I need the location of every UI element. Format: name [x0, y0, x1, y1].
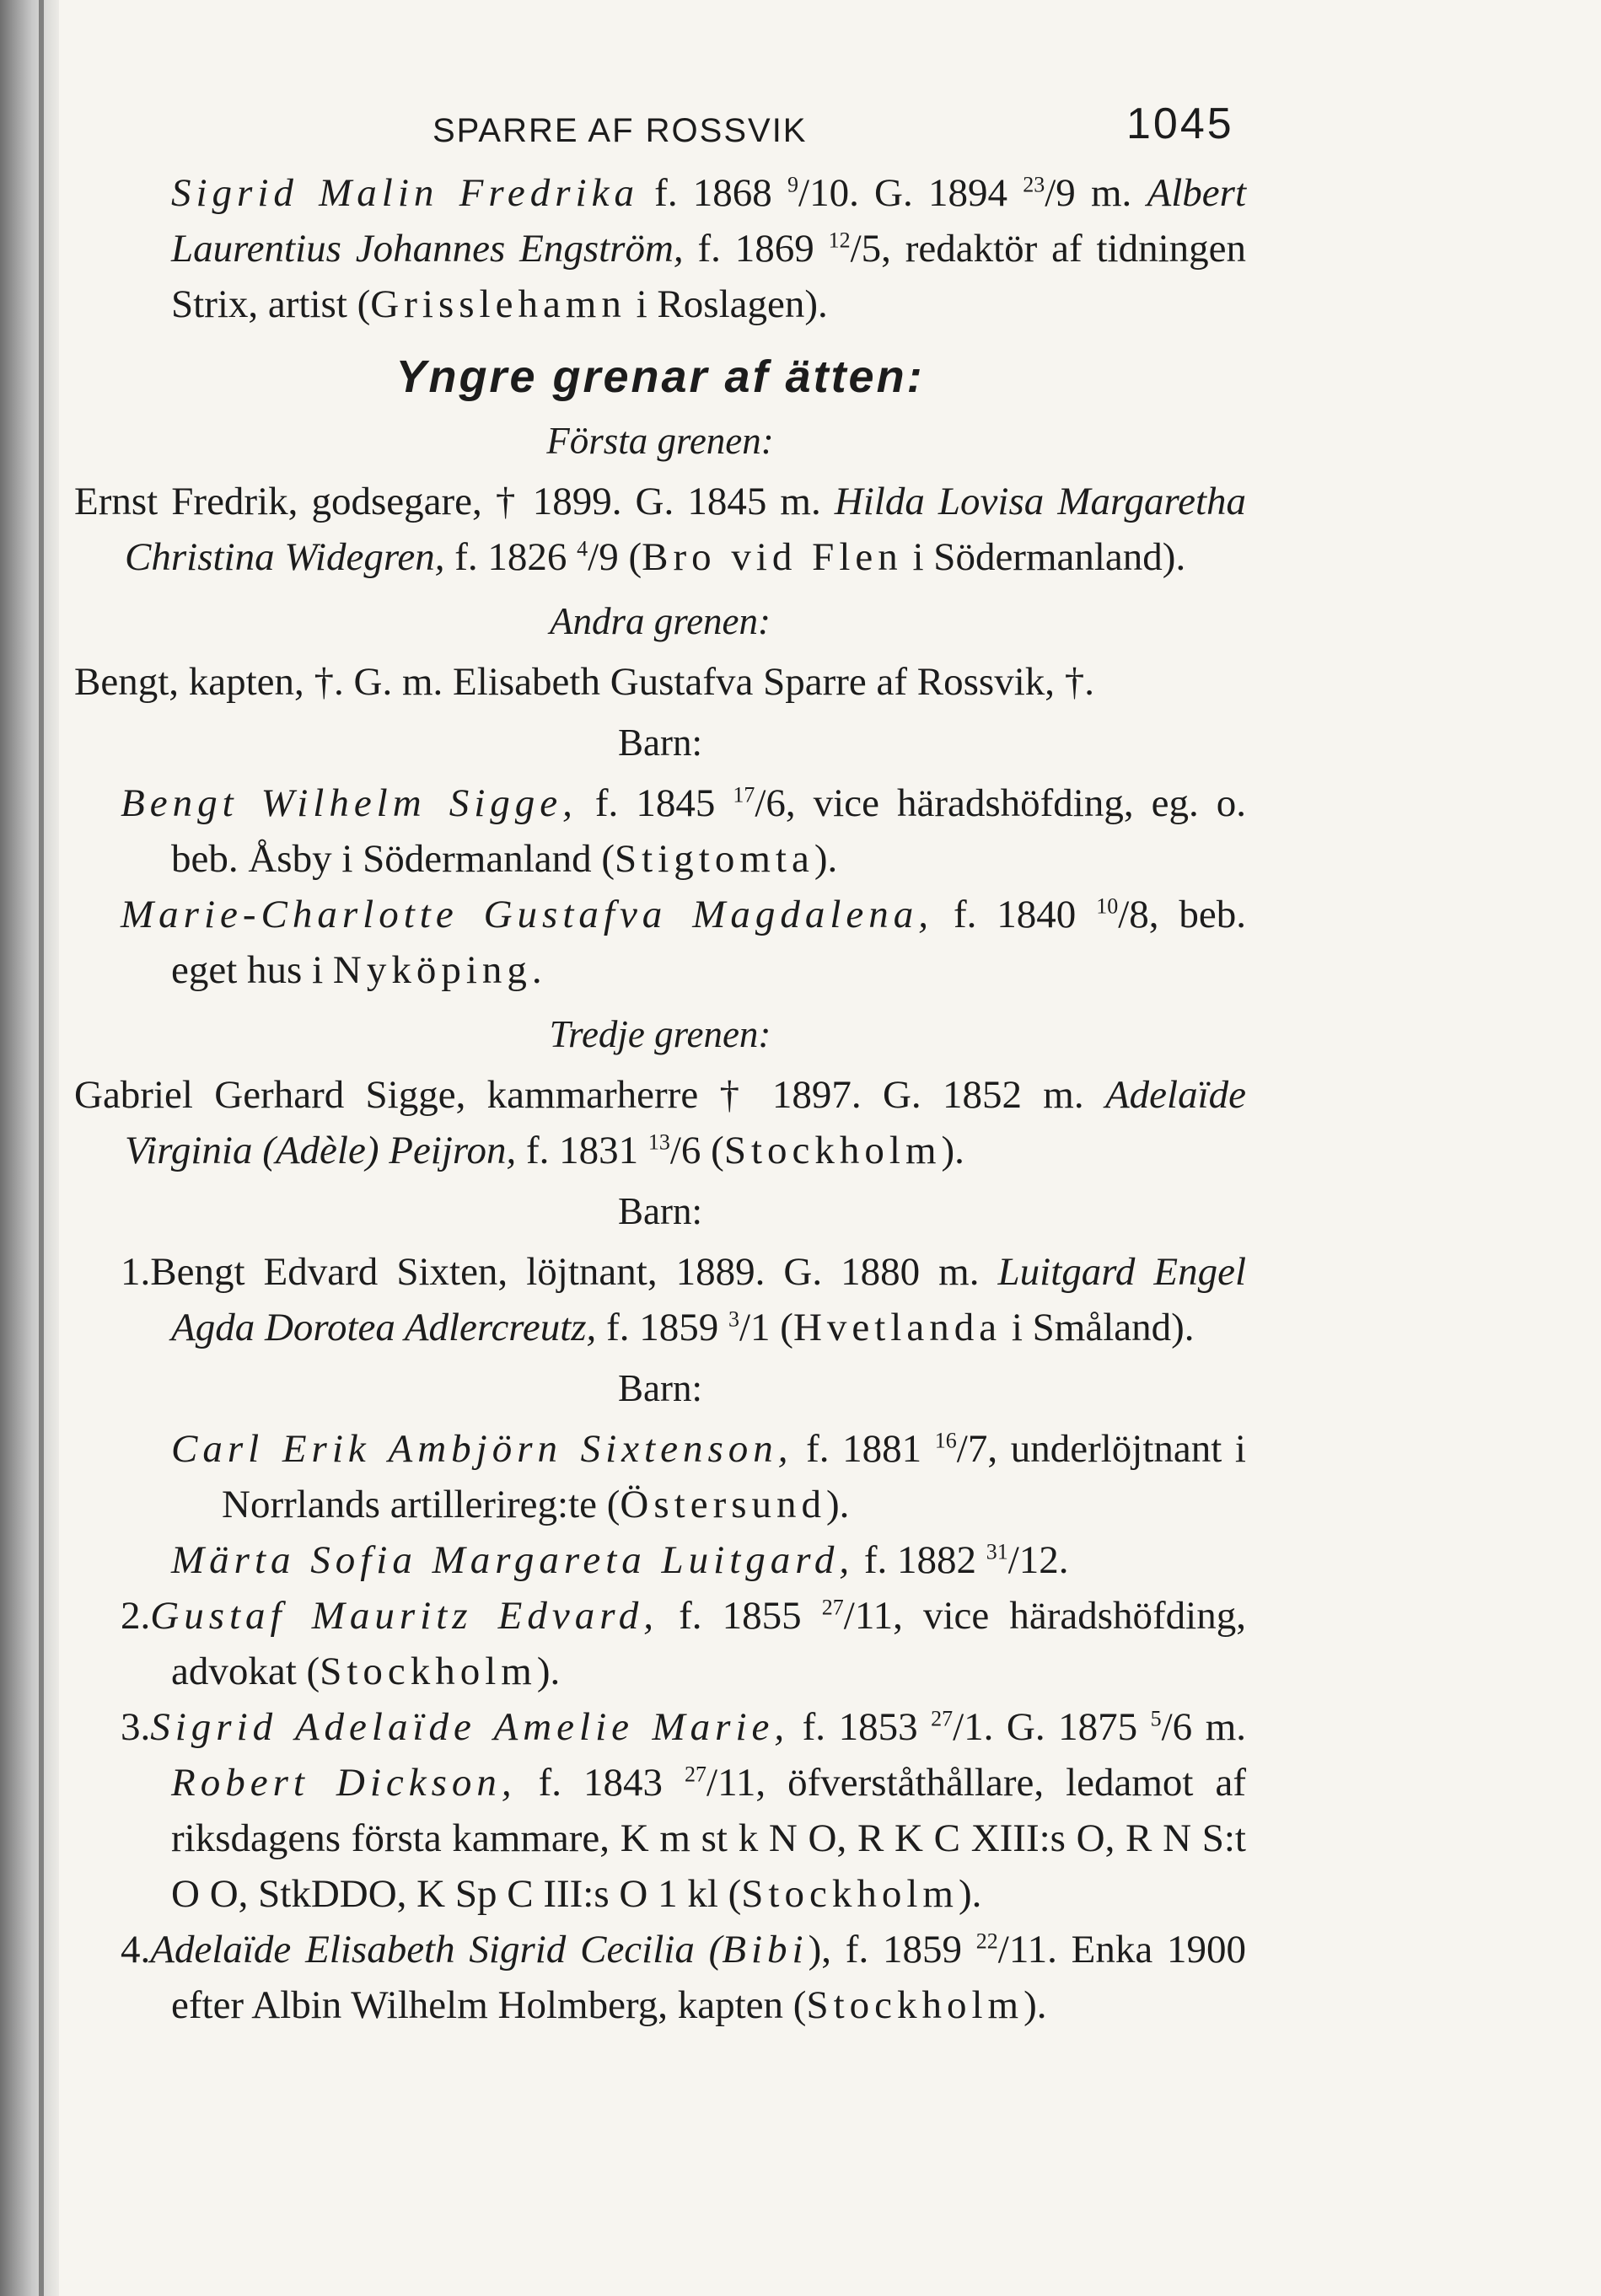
branch-label-forsta: Första grenen: — [546, 420, 774, 462]
place-name: Stigtomta — [615, 837, 814, 881]
entry-text: i Småland). — [1002, 1306, 1195, 1349]
entry-text: kammarherre † 1897. G. 1852 m. — [465, 1073, 1105, 1117]
spouse-name: Robert Dickson, — [171, 1761, 517, 1805]
entry-text: i Roslagen). — [626, 282, 828, 326]
list-number: 4. — [121, 1928, 151, 1971]
entry-text: /9 ( — [588, 535, 642, 579]
entry-text: /9 — [1045, 171, 1076, 215]
person-name: Gabriel Gerhard Sigge, — [74, 1073, 466, 1117]
spouse-name: Albert Laurentius Johannes Engström, — [171, 171, 1247, 271]
entry-text: f. 1843 — [516, 1761, 685, 1805]
entry-text: f. 1881 — [792, 1427, 935, 1471]
entry-bengt: Bengt, kapten, †. G. m. Elisabeth Gustafva Sparre af Rossvik, †. — [74, 660, 1095, 704]
entry-text: /1. G. 1875 — [953, 1705, 1151, 1749]
entry-text: /11, vice häradshöfding, advokat ( — [171, 1594, 1246, 1693]
entry-text: /10. G. 1894 — [798, 171, 1023, 215]
list-number: 1. — [121, 1250, 151, 1294]
person-name: Carl Erik Ambjörn Sixtenson, — [171, 1427, 793, 1471]
list-number: 3. — [121, 1705, 151, 1749]
person-name: Märta Sofia Margareta Luitgard, — [171, 1538, 855, 1582]
entry-child-4 — [74, 1922, 1246, 2033]
book-spine-shadow — [0, 0, 59, 2296]
spouse-name: Luitgard Engel Agda Dorotea Adlercreutz, — [171, 1250, 1247, 1349]
date-superscript: 16 — [934, 1428, 957, 1453]
entry-text: f. 1840 — [933, 893, 1097, 936]
grandchildren-label: Barn: — [618, 1367, 702, 1409]
nickname: Bibi — [722, 1928, 809, 1971]
entry-text: /1 ( — [739, 1306, 793, 1349]
page-content — [74, 93, 1246, 2033]
entry-text: /7, underlöjtnant i Norrlands artillerireg:te ( — [222, 1427, 1246, 1526]
entry-text: f. 1853 — [789, 1705, 932, 1749]
place-name: Östersund — [620, 1483, 827, 1526]
date-superscript: 27 — [685, 1762, 707, 1787]
entry-text: f. 1855 — [658, 1594, 822, 1638]
date-superscript: 13 — [647, 1129, 670, 1155]
entry-ernst — [74, 474, 1246, 585]
entry-text: ). — [826, 1483, 850, 1526]
entry-text: f. 1831 — [516, 1129, 648, 1172]
entry-child-3 — [74, 1699, 1246, 1922]
date-superscript: 9 — [787, 172, 799, 197]
entry-text: ). — [814, 837, 838, 881]
entry-text: /12. — [1007, 1538, 1069, 1582]
place-name: Hvetlanda — [792, 1306, 1002, 1349]
date-superscript: 27 — [821, 1595, 844, 1620]
spouse-name: Adelaïde Virginia (Adèle) Peijron, — [125, 1073, 1246, 1172]
entry-child-2 — [74, 1588, 1246, 1699]
page-number: 1045 — [1126, 99, 1234, 148]
place-name: Stockholm — [723, 1129, 942, 1172]
entry-text: /11. Enka 1900 efter Albin Wilhelm Holmberg, kapten ( — [171, 1928, 1246, 2027]
entry-text: /11, öfverståthållare, ledamot af riksdagens första kammare, K m st k N O, R K C XIII:s O, R N S:t O O, StkDDO, K Sp C III:s O 1 kl ( — [171, 1761, 1246, 1916]
date-superscript: 5 — [1150, 1706, 1162, 1731]
entry-text: /8, beb. eget hus i — [171, 893, 1247, 992]
person-name: Ernst Fredrik, — [74, 480, 298, 523]
date-superscript: 10 — [1096, 893, 1119, 919]
person-name: Marie-Charlotte Gustafva Magdalena, — [121, 893, 934, 936]
entry-bengt-wilhelm — [74, 775, 1246, 887]
entry-text: f. 1869 — [683, 227, 814, 271]
entry-text: f. 1882 — [854, 1538, 986, 1582]
section-heading: Yngre grenar af ätten: — [395, 351, 925, 402]
entry-grandchild-marta — [74, 1532, 1246, 1588]
entry-gabriel — [74, 1067, 1246, 1178]
person-name: Sigrid Malin Fredrika — [171, 171, 639, 215]
book-gutter-line — [39, 0, 44, 2296]
entry-text: /6 ( — [669, 1129, 724, 1172]
list-number: 2. — [121, 1594, 151, 1638]
entry-text: f. 1845 — [577, 781, 733, 825]
person-name: Sigrid Adelaïde Amelie Marie, — [150, 1705, 790, 1749]
entry-text: ). — [1023, 1983, 1047, 2027]
place-name: Nyköping — [332, 948, 532, 992]
entry-child-1 — [74, 1244, 1246, 1355]
place-name: Stockholm — [806, 1983, 1024, 2027]
entry-text: Bengt Edvard Sixten, löjtnant, 1889. G. 1880 m. — [150, 1250, 998, 1294]
date-superscript: 22 — [975, 1929, 998, 1954]
date-superscript: 12 — [828, 228, 851, 253]
person-name: Gustaf Mauritz Edvard, — [150, 1594, 659, 1638]
children-label: Barn: — [618, 722, 702, 764]
entry-text: i Södermanland). — [902, 535, 1186, 579]
entry-text: /6, vice häradshöfding, eg. o. beb. Åsby i Södermanland ( — [171, 781, 1246, 881]
entry-text: ). — [941, 1129, 964, 1172]
entry-text: f. 1826 — [444, 535, 578, 579]
spouse-name: Hilda Lovisa Margaretha Christina Widegren, — [125, 480, 1246, 579]
entry-sigrid — [74, 165, 1246, 332]
place-name: Stockholm — [320, 1650, 537, 1693]
place-name: Bro vid Flen — [642, 535, 903, 579]
date-superscript: 17 — [733, 782, 755, 807]
entry-text: /5, redaktör af tidningen Strix, artist ( — [171, 227, 1246, 326]
branch-label-andra: Andra grenen: — [549, 600, 771, 642]
person-name: Bengt Wilhelm Sigge, — [121, 781, 578, 825]
date-superscript: 27 — [931, 1706, 954, 1731]
entry-text: f. 1859 — [831, 1928, 976, 1971]
children-label: Barn: — [618, 1190, 702, 1232]
date-superscript: 3 — [728, 1306, 739, 1332]
date-superscript: 23 — [1023, 172, 1045, 197]
entry-text: /6 m. — [1161, 1705, 1247, 1749]
entry-text: ). — [536, 1650, 561, 1693]
place-name: Stockholm — [741, 1872, 959, 1916]
date-superscript: 4 — [577, 536, 588, 561]
entry-text: ). — [958, 1872, 982, 1916]
entry-text: ), — [808, 1928, 832, 1971]
date-superscript: 31 — [986, 1539, 1008, 1564]
entry-grandchild-carl — [74, 1421, 1246, 1532]
place-name: Grisslehamn — [370, 282, 626, 326]
entry-text: godsegare, † 1899. G. 1845 m. — [298, 480, 835, 523]
branch-label-tredje: Tredje grenen: — [549, 1013, 771, 1055]
running-head — [74, 93, 1246, 165]
entry-text: f. 1859 — [596, 1306, 728, 1349]
entry-text: f. 1868 — [638, 171, 788, 215]
entry-marie-charlotte — [74, 887, 1246, 998]
entry-text: m. — [1091, 171, 1147, 215]
running-head-title: SPARRE AF ROSSVIK — [432, 112, 808, 149]
entry-text: . — [531, 948, 542, 992]
person-name: Adelaïde Elisabeth Sigrid Cecilia ( — [150, 1928, 723, 1971]
